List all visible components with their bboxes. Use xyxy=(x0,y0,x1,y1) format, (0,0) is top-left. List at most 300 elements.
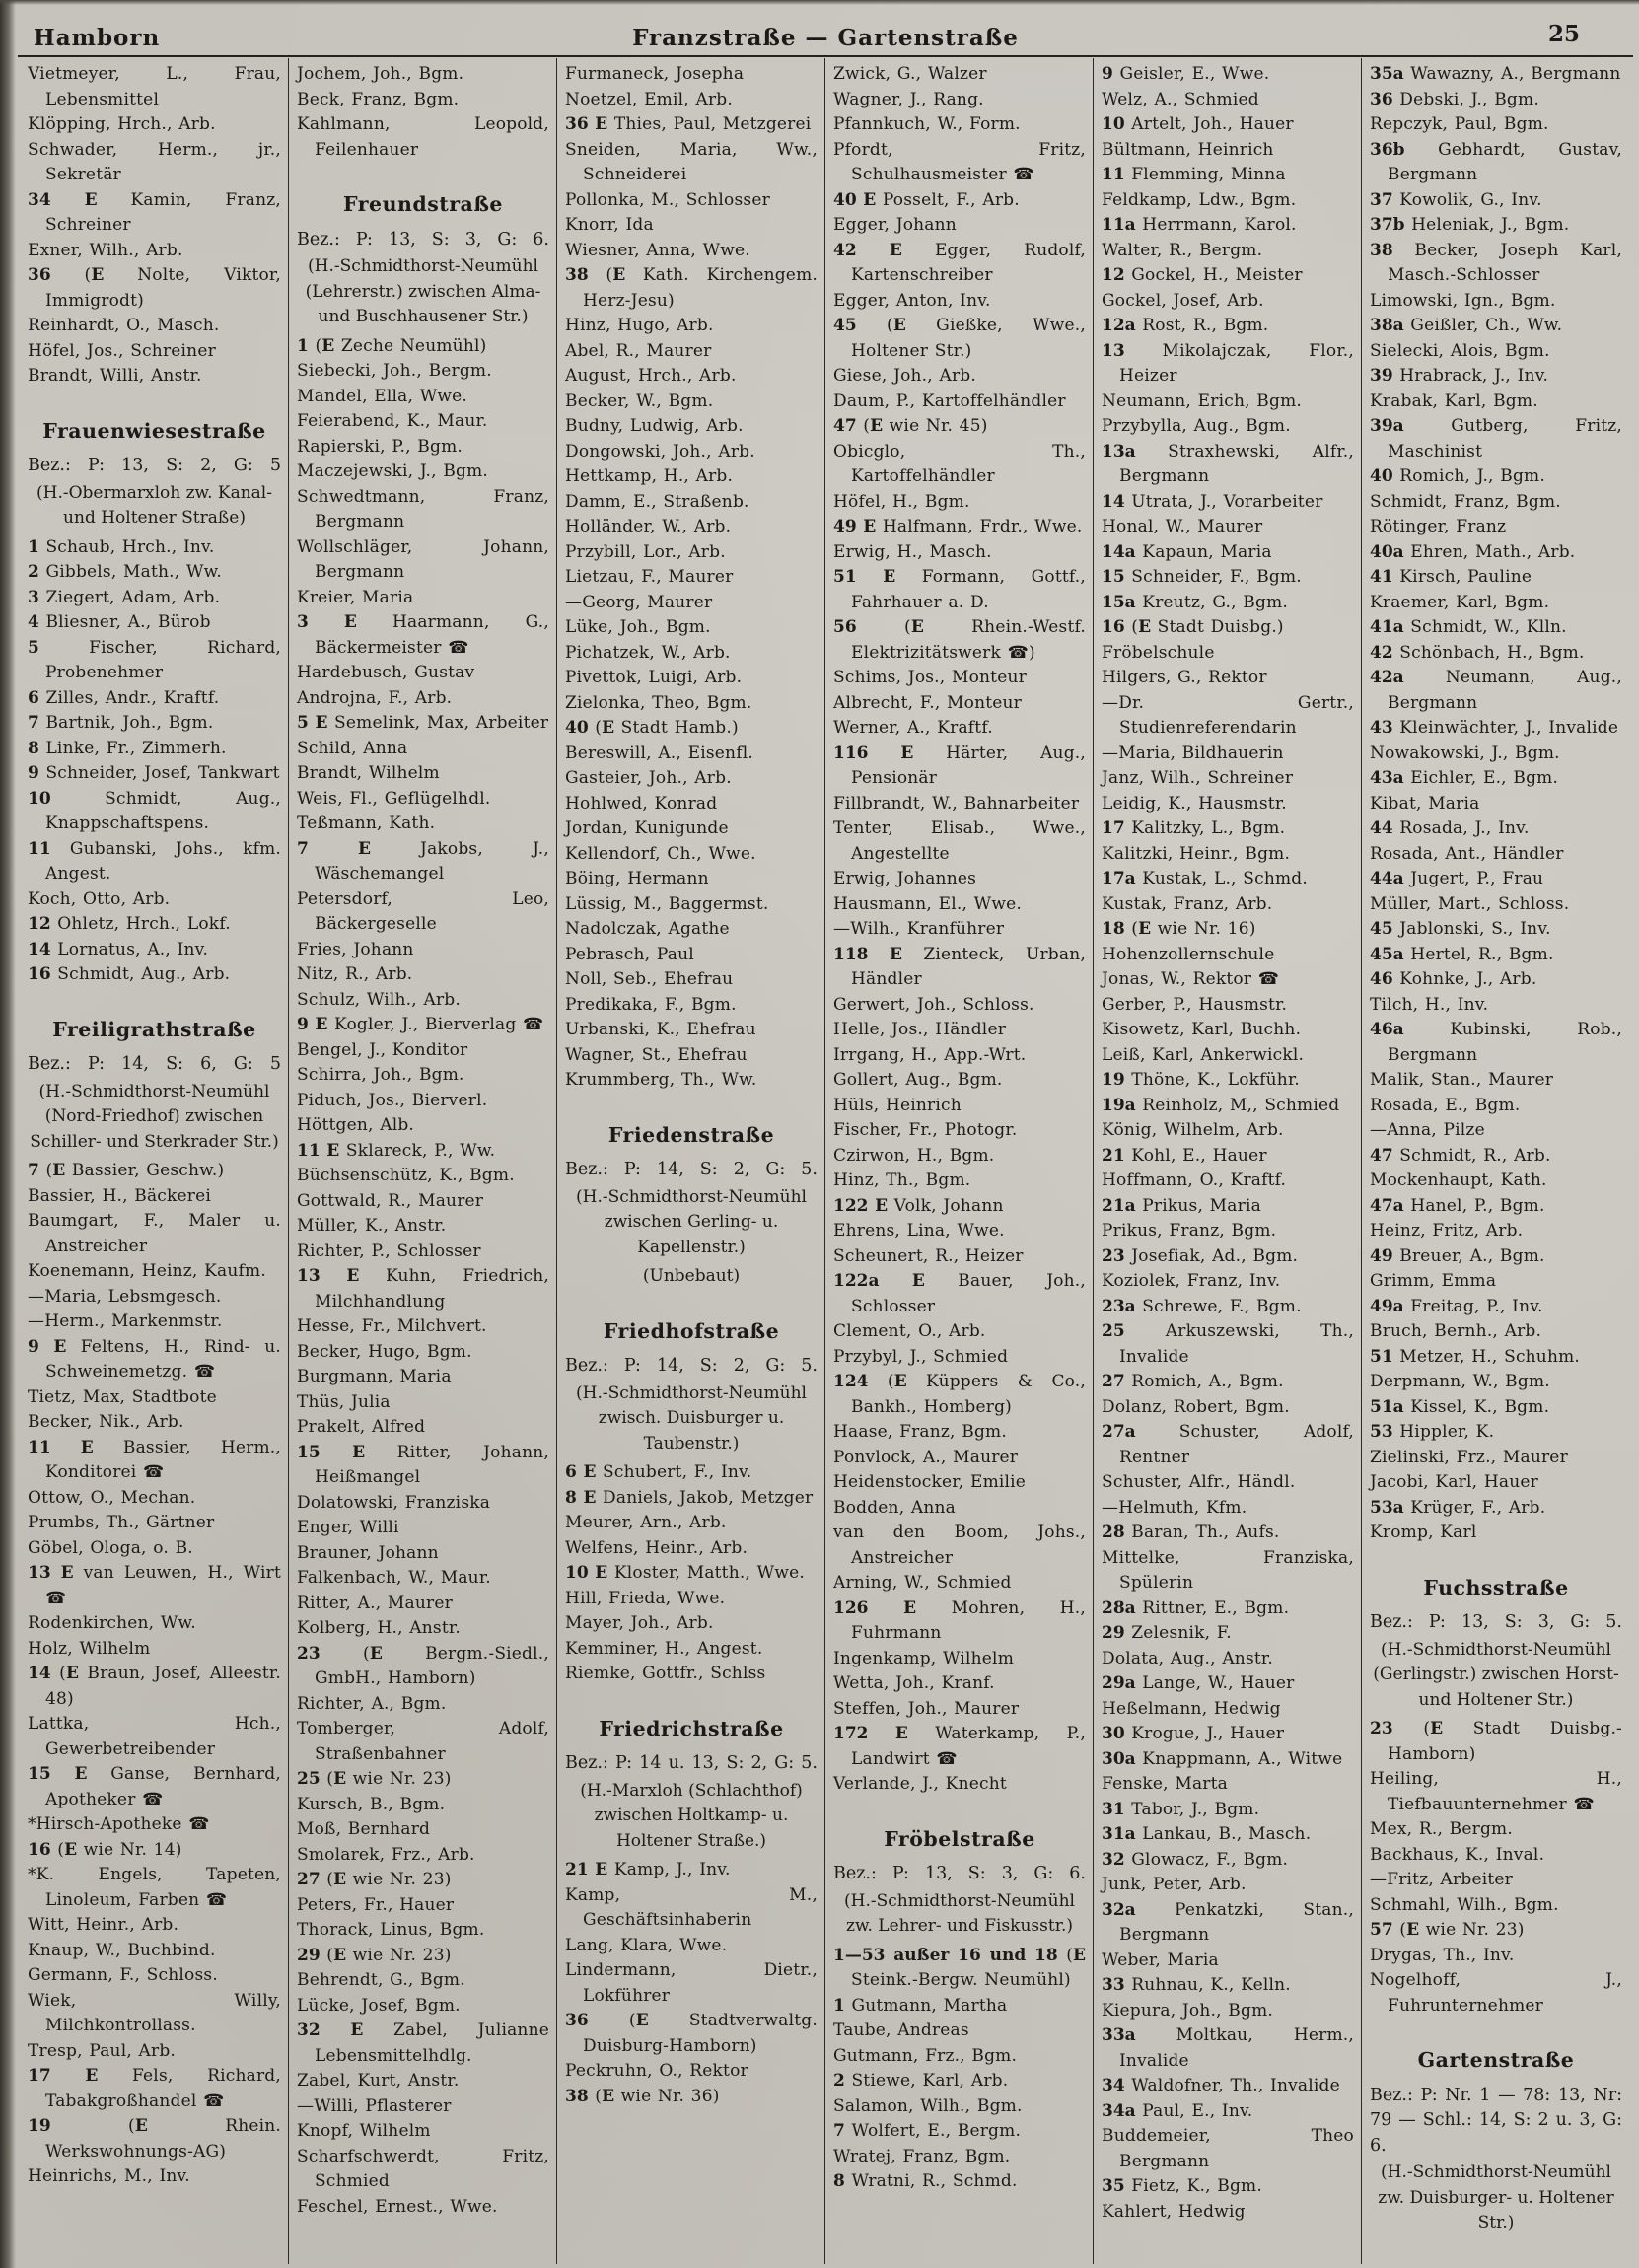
directory-entry: Heßelmann, Hedwig xyxy=(1102,1698,1281,1719)
street-note: (H.-Schmidthorst-Neumühl (Lehrerstr.) zwischen Alma- und Buschhausener Str.) xyxy=(305,256,541,326)
district-codes-line: Bez.: P: 13, S: 3, G: 6. xyxy=(297,229,549,249)
directory-entry: 33 Ruhnau, K., Kelln. xyxy=(1102,1975,1291,1995)
directory-entry: 6 Zilles, Andr., Kraftf. xyxy=(28,687,220,708)
directory-entry: 40 Romich, J., Bgm. xyxy=(1370,466,1545,486)
directory-entry: Wagner, St., Ehefrau xyxy=(565,1044,748,1065)
directory-entry: 23a Schrewe, F., Bgm. xyxy=(1102,1296,1302,1316)
directory-entry: Welz, A., Schmied xyxy=(1102,89,1259,109)
directory-entry: 3 Ziegert, Adam, Arb. xyxy=(28,587,221,607)
directory-entry: Lüssig, M., Baggermst. xyxy=(565,893,769,914)
directory-entry: Hinz, Th., Bgm. xyxy=(833,1170,971,1190)
directory-entry: 12 Ohletz, Hrch., Lokf. xyxy=(28,914,231,934)
district-codes-line: Bez.: P: 14 u. 13, S: 2, G: 5. xyxy=(565,1753,818,1773)
directory-entry: Werner, A., Kraftf. xyxy=(833,718,993,738)
directory-entry: 34 E Kamin, Franz, Schreiner xyxy=(28,189,281,235)
running-head-place: Hamborn xyxy=(34,25,161,51)
directory-entry: 13a Straxhewski, Alfr., Bergmann xyxy=(1102,441,1354,486)
street-heading: Gartenstraße xyxy=(1417,2048,1575,2072)
directory-entry: Fries, Johann xyxy=(297,939,414,959)
directory-entry: 21a Prikus, Maria xyxy=(1102,1195,1261,1216)
district-codes-line: Bez.: P: 14, S: 6, G: 5 xyxy=(28,1054,281,1074)
directory-entry: Schwader, Herm., jr., Sekretär xyxy=(28,139,281,184)
directory-columns xyxy=(20,58,1633,2264)
directory-entry: 36 Debski, J., Bgm. xyxy=(1370,89,1539,109)
directory-entry: —Maria, Bildhauerin xyxy=(1102,743,1284,763)
directory-entry: 1 (E Zeche Neumühl) xyxy=(297,335,487,356)
directory-entry: 45 (E Gießke, Wwe., Holtener Str.) xyxy=(833,316,1087,361)
street-note: (H.-Marxloh (Schlachthof) zwischen Holtkamp- u. Holtener Straße.) xyxy=(580,1780,803,1851)
directory-entry: Koziolek, Franz, Inv. xyxy=(1102,1271,1281,1291)
directory-entry: Falkenbach, W., Maur. xyxy=(297,1568,491,1588)
directory-entry: 25 Arkuszewski, Th., Invalide xyxy=(1102,1321,1354,1367)
directory-entry: 47a Hanel, P., Bgm. xyxy=(1370,1195,1545,1216)
directory-entry: Helle, Jos., Händler xyxy=(833,1020,1007,1039)
directory-entry: Predikaka, F., Bgm. xyxy=(565,994,737,1015)
directory-entry: 38 Becker, Joseph Karl, Masch.-Schlosser xyxy=(1370,240,1622,285)
directory-entry: Tilch, H., Inv. xyxy=(1370,994,1489,1015)
column-2 xyxy=(288,58,556,2264)
directory-entry: Weis, Fl., Geflügelhdl. xyxy=(297,788,491,809)
directory-entry: Mandel, Ella, Wwe. xyxy=(297,386,467,406)
directory-entry: 43 Kleinwächter, J., Invalide xyxy=(1370,718,1619,738)
directory-entry: Gottwald, R., Maurer xyxy=(297,1190,484,1211)
directory-entry: Ponvlock, A., Maurer xyxy=(833,1447,1019,1467)
directory-entry: 30a Knappmann, A., Witwe xyxy=(1102,1748,1343,1769)
directory-entry: Repczyk, Paul, Bgm. xyxy=(1370,114,1549,134)
directory-entry: Becker, Nik., Arb. xyxy=(28,1412,184,1432)
directory-entry: 34 Waldofner, Th., Invalide xyxy=(1102,2076,1340,2095)
directory-entry: 16 Schmidt, Aug., Arb. xyxy=(28,964,231,984)
directory-entry: Androjna, F., Arb. xyxy=(297,687,453,708)
page-number: 25 xyxy=(1547,21,1580,47)
directory-entry: Thorack, Linus, Bgm. xyxy=(297,1920,485,1940)
directory-entry: Kahlmann, Leopold, Feilenhauer xyxy=(297,114,549,160)
directory-entry: Feldkamp, Ldw., Bgm. xyxy=(1102,189,1297,210)
directory-entry: —Herm., Markenmstr. xyxy=(28,1311,223,1331)
directory-entry: Jonas, W., Rektor ☎ xyxy=(1102,969,1280,989)
directory-entry: Fröbelschule xyxy=(1102,642,1215,663)
directory-entry: 11a Herrmann, Karol. xyxy=(1102,215,1297,235)
directory-entry: 25 (E wie Nr. 23) xyxy=(297,1769,452,1789)
street-note: (H.-Obermarxloh zw. Kanal- und Holtener Straße) xyxy=(36,482,272,528)
directory-entry: 15 Schneider, F., Bgm. xyxy=(1102,567,1302,587)
directory-entry: 11 Gubanski, Johs., kfm. Angest. xyxy=(28,838,281,884)
directory-entry: Przybyl, J., Schmied xyxy=(833,1346,1009,1367)
directory-entry: 1 Gutmann, Martha xyxy=(833,1995,1008,2016)
street-heading: Friedenstraße xyxy=(607,1122,775,1147)
directory-entry: Zabel, Kurt, Anstr. xyxy=(297,2071,460,2091)
directory-entry: Kalitzki, Heinr., Bgm. xyxy=(1102,843,1291,864)
directory-entry: 16 (E Stadt Duisbg.) xyxy=(1102,617,1284,637)
directory-entry: 17a Kustak, L., Schmd. xyxy=(1102,869,1308,888)
directory-entry: Fischer, Fr., Photogr. xyxy=(833,1120,1018,1140)
directory-entry: 14 (E Braun, Josef, Alleestr. 48) xyxy=(28,1664,281,1709)
directory-entry: 40a Ehren, Math., Arb. xyxy=(1370,541,1576,562)
directory-entry: Rosada, Ant., Händler xyxy=(1370,843,1564,864)
directory-entry: Gasteier, Joh., Arb. xyxy=(565,768,732,788)
column-1 xyxy=(20,58,288,2264)
directory-entry: 8 E Daniels, Jakob, Metzger xyxy=(565,1487,814,1508)
directory-entry: 35 Fietz, K., Bgm. xyxy=(1102,2176,1262,2196)
directory-entry: Riemke, Gottfr., Schlss xyxy=(565,1664,766,1683)
directory-entry: Heinrichs, M., Inv. xyxy=(28,2166,190,2186)
directory-entry: 13 Mikolajczak, Flor., Heizer xyxy=(1102,340,1354,386)
directory-entry: Verlande, J., Knecht xyxy=(833,1774,1007,1794)
directory-entry: 46a Kubinski, Rob., Bergmann xyxy=(1370,1020,1622,1065)
directory-entry: Meurer, Arn., Arb. xyxy=(565,1513,727,1532)
directory-entry: Krabak, Karl, Bgm. xyxy=(1370,390,1538,411)
directory-entry: 33a Moltkau, Herm., Invalide xyxy=(1102,2025,1354,2071)
directory-entry: Kolberg, H., Anstr. xyxy=(297,1618,461,1638)
directory-entry: Mittelke, Franziska, Spülerin xyxy=(1102,1547,1354,1593)
directory-entry: 57 (E wie Nr. 23) xyxy=(1370,1920,1525,1940)
directory-entry: Leidig, K., Hausmstr. xyxy=(1102,793,1287,814)
directory-entry: Janz, Wilh., Schreiner xyxy=(1102,768,1294,788)
directory-entry: Urbanski, K., Ehefrau xyxy=(565,1020,756,1039)
directory-entry: Gockel, Josef, Arb. xyxy=(1102,290,1264,311)
directory-entry: 19 (E Rhein. Werkswohnungs-AG) xyxy=(28,2116,282,2162)
directory-entry: 7 (E Bassier, Geschw.) xyxy=(28,1161,225,1180)
directory-entry: Peckruhn, O., Rektor xyxy=(565,2061,748,2081)
directory-entry: Höfel, H., Bgm. xyxy=(833,491,970,512)
directory-entry: Hilgers, G., Rektor xyxy=(1102,668,1267,687)
directory-entry: Kisowetz, Karl, Buchh. xyxy=(1102,1020,1302,1039)
directory-entry: Richter, P., Schlosser xyxy=(297,1240,481,1261)
directory-entry: Müller, Mart., Schloss. xyxy=(1370,893,1570,914)
directory-entry: Noll, Seb., Ehefrau xyxy=(565,969,734,989)
directory-entry: —Fritz, Arbeiter xyxy=(1370,1870,1513,1889)
directory-entry: Bodden, Anna xyxy=(833,1497,957,1518)
directory-entry: Pollonka, M., Schlosser xyxy=(565,189,770,210)
directory-entry: 28 Baran, Th., Aufs. xyxy=(1102,1523,1280,1542)
directory-entry: Fenske, Marta xyxy=(1102,1774,1229,1794)
directory-entry: 36 (E Nolte, Viktor, Immigrodt) xyxy=(28,265,281,311)
column-4 xyxy=(824,58,1093,2264)
directory-entry: Piduch, Jos., Bierverl. xyxy=(297,1090,488,1110)
directory-entry: 19 Thöne, K., Lokführ. xyxy=(1102,1070,1301,1090)
directory-entry: Nowakowski, J., Bgm. xyxy=(1370,743,1560,763)
directory-entry: Dolanz, Robert, Bgm. xyxy=(1102,1396,1290,1417)
directory-entry: 42a Neumann, Aug., Bergmann xyxy=(1370,668,1622,713)
directory-entry: 11 E Sklareck, P., Ww. xyxy=(297,1140,496,1161)
directory-entry: 35a Wawazny, A., Bergmann xyxy=(1370,64,1621,84)
directory-entry: 51 E Formann, Gottf., Fahrhauer a. D. xyxy=(833,567,1086,612)
directory-entry: König, Wilhelm, Arb. xyxy=(1102,1120,1284,1140)
directory-entry: Kiepura, Joh., Bgm. xyxy=(1102,2000,1274,2020)
directory-entry: 47 (E wie Nr. 45) xyxy=(833,416,988,436)
directory-entry: 118 E Zienteck, Urban, Händler xyxy=(833,944,1086,989)
directory-entry: Schirra, Joh., Bgm. xyxy=(297,1065,464,1085)
directory-entry: Müller, K., Anstr. xyxy=(297,1216,447,1236)
directory-entry: 38 (E wie Nr. 36) xyxy=(565,2086,720,2106)
directory-entry: Sielecki, Alois, Bgm. xyxy=(1370,340,1550,361)
directory-entry: Scharfschwerdt, Fritz, Schmied xyxy=(297,2146,549,2191)
directory-entry: Schild, Anna xyxy=(297,738,408,758)
directory-entry: Hill, Frieda, Wwe. xyxy=(565,1588,726,1608)
directory-entry: 45a Hertel, R., Bgm. xyxy=(1370,944,1554,964)
directory-entry: Witt, Heinr., Arb. xyxy=(28,1915,179,1935)
directory-entry: Krummberg, Th., Ww. xyxy=(565,1070,757,1090)
directory-entry: Kursch, B., Bgm. xyxy=(297,1794,446,1814)
directory-entry: Vietmeyer, L., Frau, Lebensmittel xyxy=(28,64,281,109)
directory-entry: Schmahl, Wilh., Bgm. xyxy=(1370,1894,1559,1915)
directory-entry: 9 Geisler, E., Wwe. xyxy=(1102,64,1270,84)
directory-entry: Richter, A., Bgm. xyxy=(297,1693,447,1714)
directory-entry: Pfannkuch, W., Form. xyxy=(833,114,1021,134)
directory-entry: 42 E Egger, Rudolf, Kartenschreiber xyxy=(833,240,1086,285)
directory-entry: 36 E Thies, Paul, Metzgerei xyxy=(565,114,812,134)
street-note: (H.-Schmidthorst-Neumühl zw. Duisburger- u. Holtener Str.) xyxy=(1378,2162,1614,2233)
directory-entry: Neumann, Erich, Bgm. xyxy=(1102,390,1302,411)
book-gutter-shadow xyxy=(0,0,16,2268)
directory-entry: 122 E Volk, Johann xyxy=(833,1195,1004,1216)
directory-entry: Abel, R., Maurer xyxy=(565,340,712,361)
directory-entry: Knorr, Ida xyxy=(565,215,654,235)
directory-entry: Rosada, E., Bgm. xyxy=(1370,1095,1521,1115)
directory-entry: 46 Kohnke, J., Arb. xyxy=(1370,969,1537,989)
directory-entry: 28a Rittner, E., Bgm. xyxy=(1102,1597,1290,1618)
directory-entry: 38a Geißler, Ch., Ww. xyxy=(1370,316,1563,335)
directory-entry: 7 Bartnik, Joh., Bgm. xyxy=(28,713,214,733)
directory-entry: Holländer, W., Arb. xyxy=(565,517,732,536)
directory-entry: Büchsenschütz, K., Bgm. xyxy=(297,1166,515,1185)
directory-entry: Gerber, P., Hausmstr. xyxy=(1102,994,1288,1015)
directory-entry: Furmaneck, Josepha xyxy=(565,64,745,84)
directory-entry: 47 Schmidt, R., Arb. xyxy=(1370,1145,1551,1166)
directory-entry: Dongowski, Joh., Arb. xyxy=(565,441,755,461)
street-note: (H.-Schmidthorst-Neumühl zwisch. Duisburger u. Taubenstr.) xyxy=(576,1382,807,1453)
directory-entry: 13 E Kuhn, Friedrich, Milchhandlung xyxy=(297,1266,549,1311)
directory-entry: Drygas, Th., Inv. xyxy=(1370,1945,1515,1965)
directory-entry: —Georg, Maurer xyxy=(565,592,713,612)
directory-entry: 172 E Waterkamp, P., Landwirt ☎ xyxy=(833,1724,1086,1769)
directory-entry: 5 Fischer, Richard, Probenehmer xyxy=(28,637,281,682)
running-head-title: Franzstraße — Gartenstraße xyxy=(632,25,1019,51)
directory-entry: Arning, W., Schmied xyxy=(833,1573,1012,1593)
directory-entry: Schims, Jos., Monteur xyxy=(833,668,1027,687)
directory-entry: Pfordt, Fritz, Schulhausmeister ☎ xyxy=(833,139,1086,184)
directory-entry: 14 Lornatus, A., Inv. xyxy=(28,939,209,959)
district-codes-line: Bez.: P: Nr. 1 — 78: 13, Nr: 79 — Schl.: 14, S: 2 u. 3, G: 6. xyxy=(1370,2085,1622,2156)
directory-entry: 37b Heleniak, J., Bgm. xyxy=(1370,215,1570,235)
directory-entry: 51a Kissel, K., Bgm. xyxy=(1370,1396,1550,1417)
directory-entry: Schmidt, Franz, Bgm. xyxy=(1370,491,1561,512)
directory-entry: 10 Artelt, Joh., Hauer xyxy=(1102,114,1294,134)
directory-entry: Erwig, H., Masch. xyxy=(833,541,992,562)
directory-entry: 14 Utrata, J., Vorarbeiter xyxy=(1102,491,1323,512)
directory-entry: Hinz, Hugo, Arb. xyxy=(565,316,714,335)
directory-entry: Wagner, J., Rang. xyxy=(833,89,984,109)
directory-entry: Nogelhoff, J., Fuhrunternehmer xyxy=(1370,1970,1622,2016)
directory-entry: Prakelt, Alfred xyxy=(297,1417,426,1437)
directory-entry: Lücke, Josef, Bgm. xyxy=(297,1995,461,2016)
directory-entry: 36b Gebhardt, Gustav, Bergmann xyxy=(1370,139,1622,184)
directory-entry: 2 Gibbels, Math., Ww. xyxy=(28,562,223,582)
directory-entry: Pebrasch, Paul xyxy=(565,944,694,964)
directory-entry: 7 E Jakobs, J., Wäschemangel xyxy=(297,838,549,884)
district-codes-line: Bez.: P: 13, S: 2, G: 5 xyxy=(28,456,281,475)
directory-entry: Feierabend, K., Maur. xyxy=(297,411,488,431)
directory-entry: Knaup, W., Buchbind. xyxy=(28,1940,216,1960)
directory-entry: Clement, O., Arb. xyxy=(833,1321,986,1341)
street-note: (H.-Schmidthorst-Neumühl zwischen Gerling- u. Kapellenstr.) xyxy=(576,1186,807,1257)
directory-entry: 11 E Bassier, Herm., Konditorei ☎ xyxy=(28,1437,281,1482)
directory-entry: Dolata, Aug., Anstr. xyxy=(1102,1648,1273,1668)
directory-entry: Egger, Anton, Inv. xyxy=(833,290,991,311)
directory-entry: Junk, Peter, Arb. xyxy=(1102,1875,1247,1894)
directory-entry: Bruch, Bernh., Arb. xyxy=(1370,1321,1542,1341)
directory-entry: 9 E Feltens, H., Rind- u. Schweinemetzg. ☎ xyxy=(28,1336,281,1382)
directory-entry: August, Hrch., Arb. xyxy=(565,366,737,386)
directory-entry: 15a Kreutz, G., Bgm. xyxy=(1102,592,1289,612)
directory-entry: Hohlwed, Konrad xyxy=(565,793,718,814)
directory-entry: 15 E Ritter, Johann, Heißmangel xyxy=(297,1442,549,1487)
directory-entry: Hohenzollernschule xyxy=(1102,944,1275,964)
directory-entry: Becker, W., Bgm. xyxy=(565,390,714,411)
directory-entry: 1—53 außer 16 und 18 (E Steink.-Bergw. Neumühl) xyxy=(833,1945,1086,1990)
directory-entry: Moß, Bernhard xyxy=(297,1819,431,1839)
directory-entry: 6 E Schubert, F., Inv. xyxy=(565,1462,752,1482)
directory-entry: 4 Bliesner, A., Bürob xyxy=(28,612,211,632)
directory-entry: Sneiden, Maria, Ww., Schneiderei xyxy=(565,139,818,184)
directory-entry: Albrecht, F., Monteur xyxy=(833,692,1023,713)
directory-entry: Haase, Franz, Bgm. xyxy=(833,1422,1007,1442)
directory-entry: Rodenkirchen, Ww. xyxy=(28,1613,196,1633)
directory-entry: Prikus, Franz, Bgm. xyxy=(1102,1221,1277,1240)
directory-entry: 44a Jugert, P., Frau xyxy=(1370,869,1544,888)
directory-entry: Steffen, Joh., Maurer xyxy=(833,1698,1020,1719)
directory-entry: Walter, R., Bergm. xyxy=(1102,240,1263,260)
directory-entry: Nadolczak, Agathe xyxy=(565,919,730,939)
directory-entry: 15 E Ganse, Bernhard, Apotheker ☎ xyxy=(28,1764,281,1809)
directory-entry: Giese, Joh., Arb. xyxy=(833,366,976,386)
column-5 xyxy=(1093,58,1361,2264)
directory-entry: Obicglo, Th., Kartoffelhändler xyxy=(833,441,1086,486)
directory-entry: Kreier, Maria xyxy=(297,587,414,607)
street-heading: Freiligrathstraße xyxy=(52,1017,256,1041)
directory-entry: Lattka, Hch., Gewerbetreibender xyxy=(28,1714,281,1759)
district-codes-line: Bez.: P: 13, S: 3, G: 5. xyxy=(1370,1612,1622,1632)
directory-entry: Budny, Ludwig, Arb. xyxy=(565,416,744,436)
directory-entry: 32 Glowacz, F., Bgm. xyxy=(1102,1849,1289,1870)
directory-entry: Göbel, Ologa, o. B. xyxy=(28,1537,193,1558)
column-3 xyxy=(556,58,824,2264)
street-heading: Fuchsstraße xyxy=(1423,1575,1569,1599)
directory-entry: 39a Gutberg, Fritz, Maschinist xyxy=(1370,416,1622,461)
directory-entry: Lietzau, F., Maurer xyxy=(565,567,734,587)
directory-entry: Ottow, O., Mechan. xyxy=(28,1487,196,1508)
directory-entry: Hesse, Fr., Milchvert. xyxy=(297,1316,487,1336)
directory-entry: 13 E van Leuwen, H., Wirt ☎ xyxy=(28,1563,282,1608)
directory-entry: 124 (E Küppers & Co., Bankh., Homberg) xyxy=(833,1372,1087,1417)
directory-entry: Höttgen, Alb. xyxy=(297,1115,415,1135)
directory-entry: Smolarek, Frz., Arb. xyxy=(297,1844,475,1865)
directory-entry: Ritter, A., Maurer xyxy=(297,1593,453,1613)
directory-entry: Schwedtmann, Franz, Bergmann xyxy=(297,486,549,532)
directory-entry: 29 (E wie Nr. 23) xyxy=(297,1945,452,1965)
directory-entry: Welfens, Heinr., Arb. xyxy=(565,1537,748,1558)
directory-entry: 31a Lankau, B., Masch. xyxy=(1102,1824,1312,1844)
directory-entry: Derpmann, W., Bgm. xyxy=(1370,1372,1550,1391)
directory-entry: Czirwon, H., Bgm. xyxy=(833,1145,995,1166)
directory-entry: 21 Kohl, E., Hauer xyxy=(1102,1145,1267,1166)
directory-entry: 27 (E wie Nr. 23) xyxy=(297,1870,452,1889)
directory-entry: Schuster, Alfr., Händl. xyxy=(1102,1472,1296,1492)
directory-entry: Wetta, Joh., Kranf. xyxy=(833,1673,995,1693)
directory-entry: 38 (E Kath. Kirchengem. Herz-Jesu) xyxy=(565,265,818,311)
directory-entry: Gerwert, Joh., Schloss. xyxy=(833,994,1034,1015)
directory-entry: Hettkamp, H., Arb. xyxy=(565,466,734,486)
directory-entry: 56 (E Rhein.-Westf. Elektrizitätswerk ☎) xyxy=(833,617,1086,663)
directory-entry: 32a Penkatzki, Stan., Bergmann xyxy=(1102,1899,1354,1945)
directory-entry: *K. Engels, Tapeten, Linoleum, Farben ☎ xyxy=(28,1865,281,1910)
directory-entry: —Dr. Gertr., Studienreferendarin xyxy=(1102,692,1354,738)
directory-entry: Tresp, Paul, Arb. xyxy=(28,2040,177,2061)
street-heading: Friedrichstraße xyxy=(599,1716,784,1740)
directory-entry: Klöpping, Hrch., Arb. xyxy=(28,114,216,134)
directory-entry: 126 E Mohren, H., Fuhrmann xyxy=(833,1597,1086,1643)
directory-entry: Baumgart, F., Maler u. Anstreicher xyxy=(28,1211,281,1256)
directory-entry: Bereswill, A., Eisenfl. xyxy=(565,743,753,763)
directory-entry: Jochem, Joh., Bgm. xyxy=(297,64,464,84)
directory-entry: 36 (E Stadtverwaltg. Duisburg-Hamborn) xyxy=(565,2011,818,2056)
directory-entry: Egger, Johann xyxy=(833,215,957,235)
directory-entry: Irrgang, H., App.-Wrt. xyxy=(833,1044,1027,1065)
directory-entry: 49 Breuer, A., Bgm. xyxy=(1370,1245,1545,1266)
directory-entry: —Maria, Lebsmgesch. xyxy=(28,1286,222,1307)
directory-entry: Lang, Klara, Wwe. xyxy=(565,1935,728,1955)
directory-entry: 41 Kirsch, Pauline xyxy=(1370,567,1532,587)
directory-entry: Hoffmann, O., Kraftf. xyxy=(1102,1170,1287,1190)
directory-entry: Noetzel, Emil, Arb. xyxy=(565,89,733,109)
directory-entry: 18 (E wie Nr. 16) xyxy=(1102,919,1256,939)
directory-entry: Kraemer, Karl, Bgm. xyxy=(1370,592,1550,612)
directory-entry: 42 Schönbach, H., Bgm. xyxy=(1370,642,1585,663)
directory-entry: 8 Wratni, R., Schmd. xyxy=(833,2171,1018,2191)
directory-entry: —Anna, Pilze xyxy=(1370,1120,1485,1140)
directory-entry: Brandt, Willi, Anstr. xyxy=(28,366,202,386)
directory-entry: Lindermann, Dietr., Lokführer xyxy=(565,1960,818,2006)
street-note: (Unbebaut) xyxy=(642,1266,741,1286)
directory-entry: Salamon, Wilh., Bgm. xyxy=(833,2095,1023,2116)
directory-entry: Grimm, Emma xyxy=(1370,1271,1497,1291)
directory-entry: Przybylla, Aug., Bgm. xyxy=(1102,416,1291,436)
directory-entry: Buddemeier, Theo Bergmann xyxy=(1102,2126,1354,2171)
directory-entry: Kustak, Franz, Arb. xyxy=(1102,893,1273,914)
directory-entry: Lüke, Joh., Bgm. xyxy=(565,617,711,637)
directory-entry: —Helmuth, Kfm. xyxy=(1102,1497,1247,1518)
directory-entry: 17 E Fels, Richard, Tabakgroßhandel ☎ xyxy=(28,2066,281,2111)
directory-entry: Exner, Wilh., Arb. xyxy=(28,240,183,260)
directory-entry: Kellendorf, Ch., Wwe. xyxy=(565,843,756,864)
directory-entry: Brauner, Johann xyxy=(297,1542,439,1563)
directory-entry: Knopf, Wilhelm xyxy=(297,2121,431,2141)
directory-entry: Wollschläger, Johann, Bergmann xyxy=(297,536,549,582)
directory-entry: Bültmann, Heinrich xyxy=(1102,139,1274,160)
directory-entry: Kahlert, Hedwig xyxy=(1102,2201,1246,2222)
directory-entry: Limowski, Ign., Bgm. xyxy=(1370,290,1556,311)
directory-entry: Peters, Fr., Hauer xyxy=(297,1894,455,1915)
street-note: (H.-Schmidthorst-Neumühl (Nord-Friedhof) zwischen Schiller- und Sterkrader Str.) xyxy=(30,1081,279,1152)
directory-entry: 116 E Härter, Aug., Pensionär xyxy=(833,743,1086,788)
directory-entry: 10 E Kloster, Matth., Wwe. xyxy=(565,1563,805,1583)
directory-entry: 44 Rosada, J., Inv. xyxy=(1370,818,1530,838)
directory-entry: Germann, F., Schloss. xyxy=(28,1965,218,1985)
street-heading: Freundstraße xyxy=(343,192,503,216)
directory-entry: 37 Kowolik, G., Inv. xyxy=(1370,189,1542,210)
directory-entry: Ingenkamp, Wilhelm xyxy=(833,1648,1015,1668)
directory-entry: Zwick, G., Walzer xyxy=(833,64,987,84)
